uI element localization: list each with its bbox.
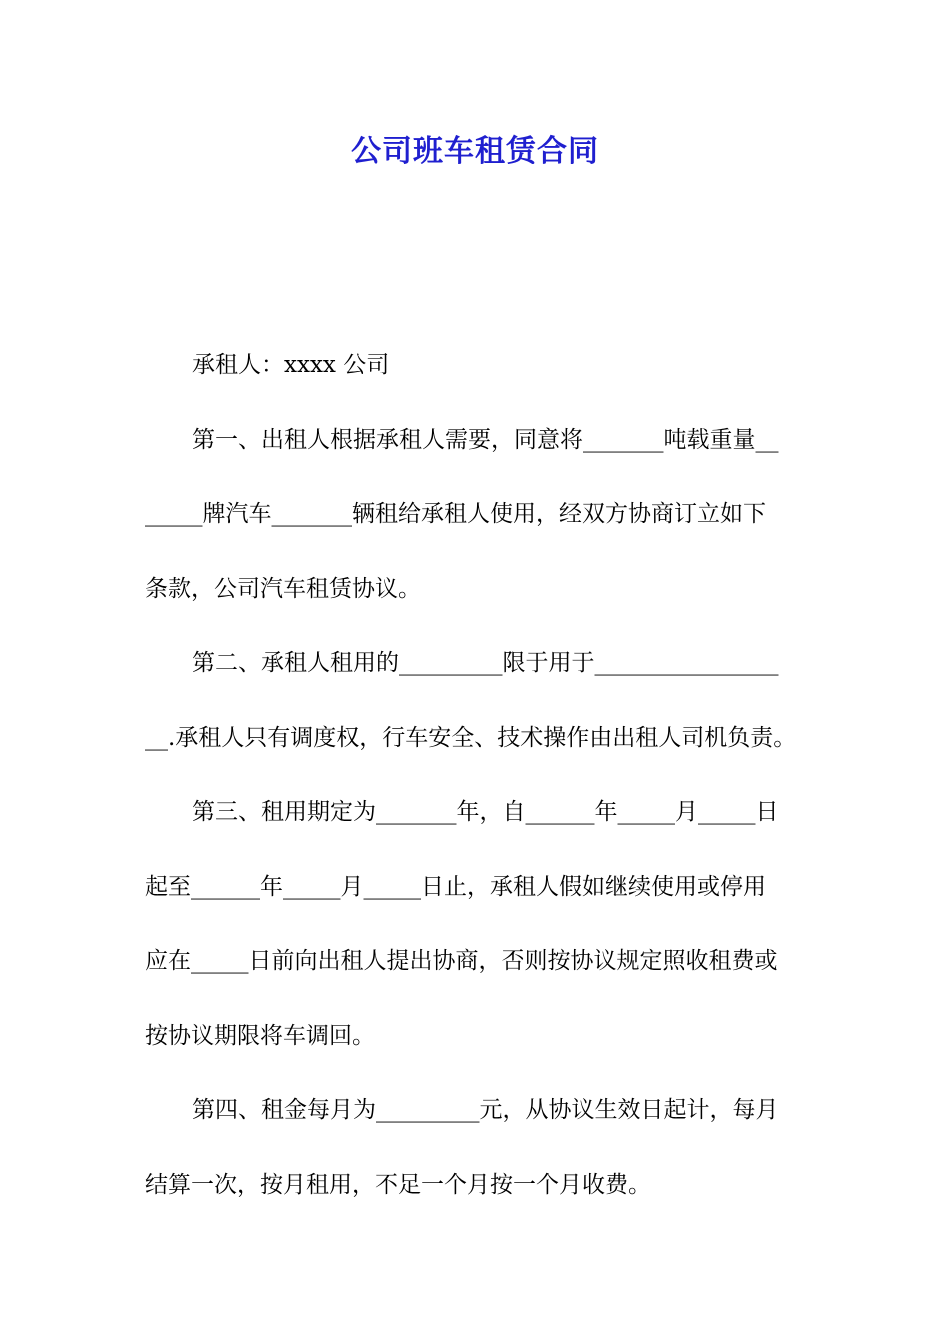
text-line: 第二、承租人租用的_________限于用于________________ xyxy=(192,650,779,676)
text-line: 起至______年_____月_____日止，承租人假如继续使用或停用 xyxy=(145,873,766,900)
paragraph-clause-2 xyxy=(145,626,810,775)
text-line: 第四、租金每月为_________元，从协议生效日起计，每月 xyxy=(192,1097,779,1123)
text-line: 第一、出租人根据承租人需要，同意将_______吨载重量__ xyxy=(192,426,779,453)
text-line: 按协议期限将车调回。 xyxy=(145,1022,375,1049)
paragraph-lessee xyxy=(145,328,810,403)
text-line: 应在_____日前向出租人提出协商，否则按协议规定照收租费或 xyxy=(145,948,778,974)
document-title: 公司班车租赁合同 xyxy=(351,134,599,169)
text-line: 第三、租用期定为_______年，自______年_____月_____日 xyxy=(192,799,779,825)
paragraph-clause-1 xyxy=(145,403,810,627)
text-line: _____牌汽车_______辆租给承租人使用，经双方协商订立如下 xyxy=(145,501,766,527)
paragraph-clause-4 xyxy=(145,1073,810,1222)
document-body xyxy=(145,328,810,1222)
text-line: __.承租人只有调度权，行车安全、技术操作由出租人司机负责。 xyxy=(145,724,797,751)
paragraph-clause-3 xyxy=(145,775,810,1073)
text-line: 条款，公司汽车租赁协议。 xyxy=(145,575,421,602)
text-line: 承租人：xxxx 公司 xyxy=(192,352,390,378)
text-line: 结算一次，按月租用，不足一个月按一个月收费。 xyxy=(145,1171,651,1198)
